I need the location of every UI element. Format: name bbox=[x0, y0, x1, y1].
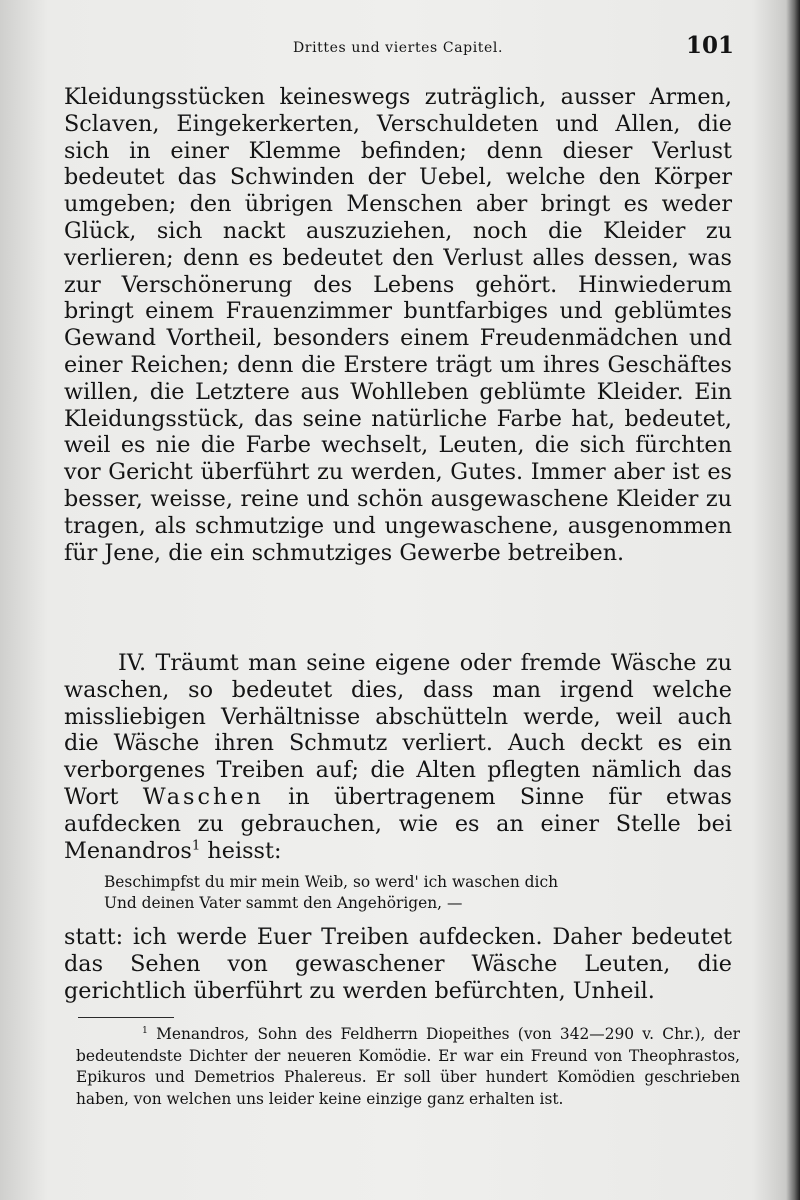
emphasized-word: Waschen bbox=[142, 783, 264, 810]
verse-line-1: Beschimpfst du mir mein Weib, so werd' ich waschen dich bbox=[104, 873, 558, 891]
paragraph-2-text bbox=[64, 650, 732, 864]
paragraph-2-start: IV. Träumt man seine eigene oder fremde Wäsche zu waschen, so bedeutet dies, dass man irgend welche missliebigen Verhältnisse abschütteln werde, weil auch die Wäsche ihren Schmutz verliert. Auch deckt es ein verborgenes Treiben auf; die Alten pflegten nämlich das Wort bbox=[64, 650, 732, 810]
page-number: 101 bbox=[685, 32, 734, 59]
verse-quote bbox=[104, 872, 704, 914]
page-edge-shadow bbox=[786, 0, 800, 1200]
verse-line-2: Und deinen Vater sammt den Angehörigen, — bbox=[104, 894, 463, 912]
running-head: Drittes und viertes Capitel. bbox=[292, 40, 504, 56]
paragraph-1-text: Kleidungsstücken keineswegs zuträglich, ausser Armen, Sclaven, Eingekerkerten, Verschuldeten und Allen, die sich in einer Klemme befinden; denn dieser Verlust bedeutet das Schwinden der Uebel, welche den Körper umgeben; den übrigen Menschen aber bringt es weder Glück, sich nackt auszuziehen, noch die Kleider zu verlieren; denn es bedeutet den Verlust alles dessen, was zur Verschönerung des Lebens gehört. Hinwiederum bringt einem Frauenzimmer buntfarbiges und geblümtes Gewand Vortheil, besonders einem Freudenmädchen und einer Reichen; denn die Erstere trägt um ihres Geschäftes willen, die Letztere aus Wohlleben geblümte Kleider. Ein Kleidungsstück, das seine natürliche Farbe hat, bedeutet, weil es nie die Farbe wechselt, Leuten, die sich fürchten vor Gericht überführt zu werden, Gutes. Immer aber ist es besser, weisse, reine und schön ausgewaschene Kleider zu tragen, als schmutzige und ungewaschene, ausgenommen für Jene, die ein schmutziges Gewerbe betreiben. bbox=[64, 84, 732, 566]
footnote-reference: 1 bbox=[191, 838, 201, 854]
paragraph-2-end: heisst: bbox=[200, 837, 282, 864]
paragraph-2-middle: in übertragenem Sinne für etwas aufdecken zu gebrauchen, wie es an einer Stelle bei Menandros bbox=[64, 783, 732, 864]
paragraph-2 bbox=[64, 650, 732, 864]
paragraph-3 bbox=[64, 924, 732, 1004]
page-header bbox=[62, 32, 734, 68]
paragraph-3-text: statt: ich werde Euer Treiben aufdecken. Daher bedeutet das Sehen von gewaschener Wäsche Leuten, die gerichtlich überführt zu werden befürchten, Unheil. bbox=[64, 924, 732, 1004]
paragraph-1 bbox=[64, 84, 732, 566]
footnote-marker: 1 bbox=[142, 1024, 148, 1036]
footnote-divider bbox=[78, 1017, 174, 1018]
footnote bbox=[76, 1024, 740, 1110]
footnote-text: Menandros, Sohn des Feldherrn Diopeithes (von 342—290 v. Chr.), der bedeutendste Dichter der neueren Komödie. Er war ein Freund von Theophrastos, Epikuros und Demetrios Phalereus. Er soll über hundert Komödien geschrieben haben, von welchen uns leider keine einzige ganz erhalten ist. bbox=[76, 1025, 740, 1108]
